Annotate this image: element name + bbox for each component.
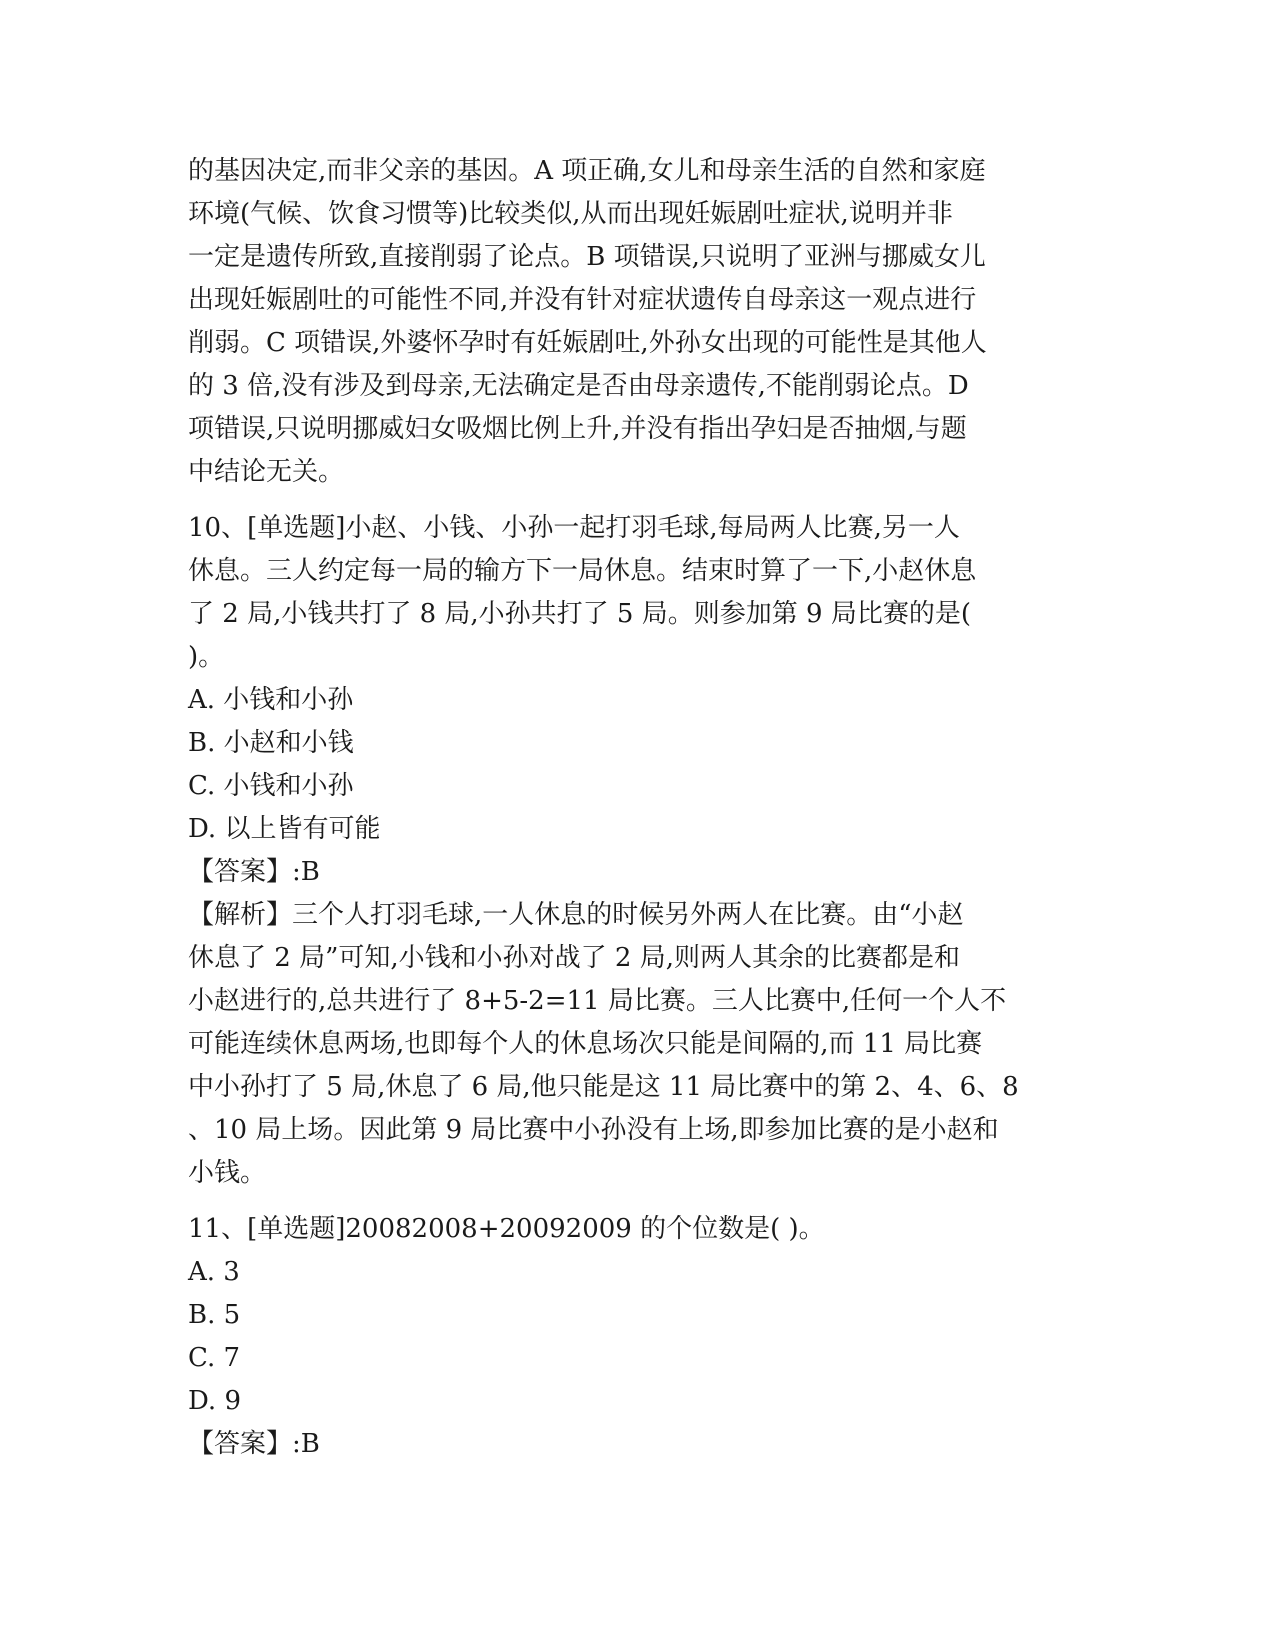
answer-line: 【答案】:B [188, 857, 320, 887]
option-list [188, 1251, 1088, 1423]
text-line: 环境(气候、饮食习惯等)比较类似,从而出现妊娠剧吐症状,说明并非 [188, 199, 953, 229]
text-line: 休息了 2 局”可知,小钱和小孙对战了 2 局,则两人其余的比赛都是和 [188, 943, 960, 973]
option-list [188, 679, 1088, 851]
text-line: 出现妊娠剧吐的可能性不同,并没有针对症状遗传自母亲这一观点进行 [188, 285, 977, 315]
text-line: 【解析】三个人打羽毛球,一人休息的时候另外两人在比赛。由“小赵 [188, 900, 964, 930]
text-line: 中小孙打了 5 局,休息了 6 局,他只能是这 11 局比赛中的第 2、4、6、8 [188, 1072, 1019, 1102]
text-line: 项错误,只说明挪威妇女吸烟比例上升,并没有指出孕妇是否抽烟,与题 [188, 414, 967, 444]
previous-analysis [188, 150, 1088, 494]
option-d: D. 以上皆有可能 [188, 814, 381, 844]
option-b: B. 小赵和小钱 [188, 728, 354, 758]
question-11 [188, 1208, 1088, 1466]
text-line: )。 [188, 642, 225, 672]
text-line: 休息。三人约定每一局的输方下一局休息。结束时算了一下,小赵休息 [188, 556, 977, 586]
option-a: A. 小钱和小孙 [188, 685, 354, 715]
option-c: C. 小钱和小孙 [188, 771, 354, 801]
text-line: 削弱。C 项错误,外婆怀孕时有妊娠剧吐,外孙女出现的可能性是其他人 [188, 328, 987, 358]
option-d: D. 9 [188, 1386, 241, 1416]
text-line: 10、[单选题]小赵、小钱、小孙一起打羽毛球,每局两人比赛,另一人 [188, 513, 960, 543]
option-a: A. 3 [188, 1257, 240, 1287]
text-line: 中结论无关。 [188, 457, 345, 487]
text-line: 小赵进行的,总共进行了 8+5-2=11 局比赛。三人比赛中,任何一个人不 [188, 986, 1007, 1016]
analysis [188, 894, 1088, 1195]
option-c: C. 7 [188, 1343, 241, 1373]
question-stem [188, 1208, 1088, 1251]
option-b: B. 5 [188, 1300, 241, 1330]
text-line: 小钱。 [188, 1158, 267, 1188]
spacer [188, 1195, 1088, 1208]
text-line: 的 3 倍,没有涉及到母亲,无法确定是否由母亲遗传,不能削弱论点。D [188, 371, 969, 401]
text-line: 了 2 局,小钱共打了 8 局,小孙共打了 5 局。则参加第 9 局比赛的是( [188, 599, 971, 629]
text-line: 可能连续休息两场,也即每个人的休息场次只能是间隔的,而 11 局比赛 [188, 1029, 983, 1059]
text-line: 的基因决定,而非父亲的基因。A 项正确,女儿和母亲生活的自然和家庭 [188, 156, 986, 186]
text-line: 一定是遗传所致,直接削弱了论点。B 项错误,只说明了亚洲与挪威女儿 [188, 242, 986, 272]
answer-line: 【答案】:B [188, 1429, 320, 1459]
question-10 [188, 507, 1088, 1195]
spacer [188, 494, 1088, 507]
text-line: 11、[单选题]20082008+20092009 的个位数是( )。 [188, 1214, 825, 1244]
document-page [188, 150, 1088, 1466]
question-stem [188, 507, 1088, 679]
text-line: 、10 局上场。因此第 9 局比赛中小孙没有上场,即参加比赛的是小赵和 [188, 1115, 999, 1145]
